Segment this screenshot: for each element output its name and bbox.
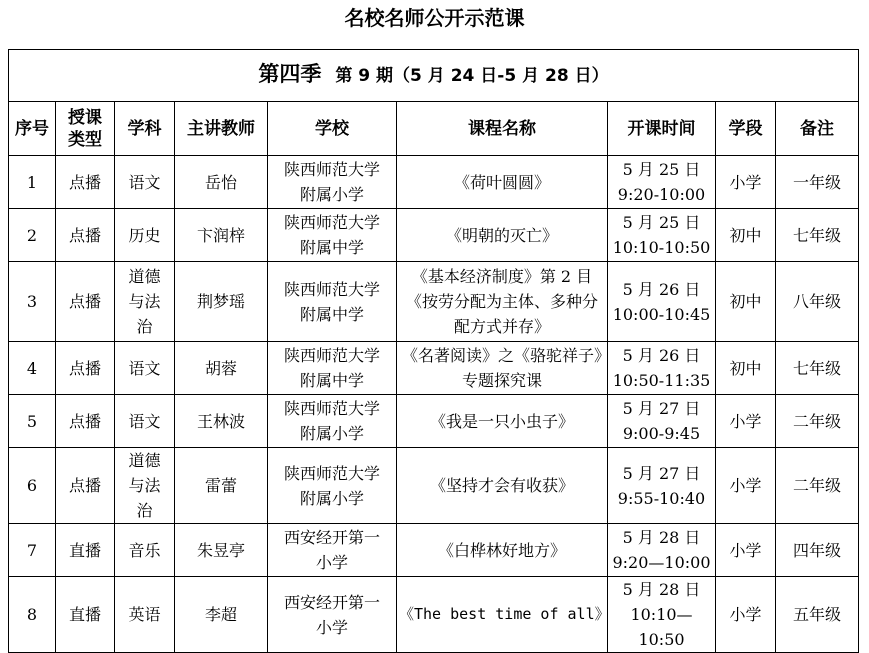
cell-type-text: 点播 [68, 358, 101, 378]
cell-date: 5 月 28 日 [622, 580, 701, 599]
cell-note [776, 209, 859, 262]
cell-teacher [175, 342, 268, 395]
cell-stage [716, 524, 776, 577]
season-cell [9, 50, 859, 102]
cell-school [268, 524, 397, 577]
cell-type [56, 156, 115, 209]
header-type-label: 授课类型 [67, 107, 102, 150]
cell-date: 5 月 27 日 [622, 463, 701, 483]
cell-stage-text: 初中 [729, 292, 762, 311]
cell-course-text: 《白桦林好地方》 [437, 540, 566, 560]
cell-school-text: 陕西师范大学附属中学 [283, 279, 380, 324]
cell-type-text: 点播 [68, 476, 101, 495]
cell-time-range: 10:10-10:50 [612, 238, 711, 257]
table-row [9, 156, 859, 209]
cell-time-range: 10:00-10:45 [612, 304, 711, 324]
cell-course [397, 342, 608, 395]
cell-school-text: 西安经开第一小学 [283, 592, 380, 637]
cell-note-text: 二年级 [792, 411, 841, 431]
cell-index [9, 448, 56, 524]
season-row [9, 50, 859, 102]
cell-note [776, 262, 859, 342]
cell-time-range: 9:20-10:00 [617, 185, 706, 204]
cell-course-text: 《明朝的灭亡》 [445, 225, 558, 245]
cell-teacher [175, 156, 268, 209]
cell-subject-text: 语文 [128, 358, 161, 378]
cell-subject [115, 209, 175, 262]
cell-school [268, 209, 397, 262]
cell-time-range: 10:50-11:35 [612, 371, 711, 390]
cell-time [608, 577, 716, 653]
season-name: 第四季 [258, 62, 322, 86]
cell-teacher [175, 209, 268, 262]
cell-subject-text: 音乐 [128, 540, 161, 560]
cell-subject [115, 524, 175, 577]
cell-school-text: 陕西师范大学附属小学 [283, 399, 380, 443]
cell-time [608, 395, 716, 448]
cell-school [268, 262, 397, 342]
cell-time [608, 524, 716, 577]
cell-course [397, 524, 608, 577]
cell-school [268, 342, 397, 395]
cell-course-text: 《The best time of all》 [399, 605, 610, 623]
cell-date: 5 月 28 日 [622, 528, 701, 547]
cell-time-range: 9:20—10:00 [612, 553, 711, 572]
cell-teacher-text: 朱昱亭 [196, 540, 245, 560]
cell-date: 5 月 25 日 [622, 160, 701, 179]
cell-stage [716, 395, 776, 448]
cell-stage [716, 209, 776, 262]
cell-note-text: 四年级 [792, 540, 841, 560]
cell-time [608, 209, 716, 262]
cell-school-text: 陕西师范大学附属中学 [283, 213, 380, 257]
cell-subject [115, 577, 175, 653]
cell-stage-text: 小学 [729, 540, 762, 560]
cell-index [9, 342, 56, 395]
table-row [9, 342, 859, 395]
cell-index [9, 209, 56, 262]
cell-date: 5 月 27 日 [622, 399, 701, 418]
cell-note [776, 395, 859, 448]
cell-course-text: 《荷叶圆圆》 [453, 172, 550, 192]
cell-type [56, 448, 115, 524]
cell-subject-text: 历史 [128, 225, 161, 245]
cell-course-text: 《我是一只小虫子》 [429, 411, 574, 431]
cell-index [9, 395, 56, 448]
cell-date: 5 月 26 日 [622, 279, 701, 299]
header-school: 学校 [268, 102, 397, 156]
header-subject: 学科 [115, 102, 175, 156]
cell-note-text: 一年级 [792, 172, 841, 192]
cell-date: 5 月 25 日 [622, 213, 701, 232]
cell-type [56, 577, 115, 653]
schedule-table [8, 49, 859, 653]
cell-note [776, 448, 859, 524]
cell-school-text: 陕西师范大学附属小学 [283, 160, 380, 204]
table-row [9, 209, 859, 262]
cell-stage [716, 577, 776, 653]
cell-course-text: 《坚持才会有收获》 [429, 476, 574, 495]
cell-type-text: 直播 [68, 605, 101, 624]
cell-type-text: 点播 [68, 411, 101, 431]
cell-course [397, 448, 608, 524]
cell-stage-text: 初中 [729, 225, 762, 245]
cell-type [56, 395, 115, 448]
cell-note-text: 五年级 [792, 605, 841, 624]
cell-course [397, 262, 608, 342]
cell-stage-text: 小学 [729, 476, 762, 495]
cell-stage-text: 小学 [729, 172, 762, 192]
header-type [56, 102, 115, 156]
cell-time [608, 156, 716, 209]
cell-type [56, 524, 115, 577]
cell-index [9, 577, 56, 653]
cell-stage-text: 小学 [729, 605, 762, 624]
header-teacher: 主讲教师 [175, 102, 268, 156]
cell-school [268, 395, 397, 448]
cell-course [397, 395, 608, 448]
cell-school-text: 陕西师范大学附属小学 [283, 463, 380, 508]
cell-course [397, 577, 608, 653]
cell-index [9, 262, 56, 342]
header-index: 序号 [9, 102, 56, 156]
cell-subject [115, 395, 175, 448]
cell-index [9, 524, 56, 577]
cell-subject-text: 道德与法治 [128, 451, 161, 520]
cell-teacher-text: 荆梦瑶 [196, 292, 245, 311]
cell-stage [716, 448, 776, 524]
cell-course-text: 《名著阅读》之《骆驼祥子》专题探究课 [401, 346, 602, 390]
cell-type-text: 直播 [68, 540, 101, 560]
cell-subject [115, 342, 175, 395]
cell-note [776, 577, 859, 653]
season-period: 第 9 期（5 月 24 日-5 月 28 日） [335, 66, 609, 86]
header-course: 课程名称 [397, 102, 608, 156]
cell-stage [716, 262, 776, 342]
cell-teacher-text: 李超 [204, 605, 237, 624]
table-row [9, 262, 859, 342]
cell-type [56, 342, 115, 395]
cell-teacher-text: 王林波 [196, 411, 245, 431]
table-row [9, 577, 859, 653]
cell-time-range: 9:00-9:45 [622, 424, 701, 443]
cell-note-text: 二年级 [792, 476, 841, 495]
cell-school-text: 西安经开第一小学 [283, 528, 380, 572]
cell-index-text: 6 [26, 476, 38, 495]
cell-course [397, 209, 608, 262]
cell-note [776, 524, 859, 577]
cell-subject [115, 156, 175, 209]
cell-stage [716, 342, 776, 395]
cell-index [9, 156, 56, 209]
cell-school [268, 156, 397, 209]
cell-teacher [175, 448, 268, 524]
cell-school [268, 448, 397, 524]
cell-stage-text: 初中 [729, 358, 762, 378]
table-row [9, 524, 859, 577]
cell-note-text: 八年级 [792, 292, 841, 311]
cell-teacher [175, 524, 268, 577]
cell-type-text: 点播 [68, 172, 101, 192]
cell-subject-text: 语文 [128, 411, 161, 431]
cell-index-text: 3 [26, 292, 38, 311]
header-row [9, 102, 859, 156]
cell-teacher-text: 岳怡 [204, 172, 237, 192]
cell-time [608, 448, 716, 524]
cell-time [608, 262, 716, 342]
cell-time-range: 9:55-10:40 [617, 488, 706, 508]
cell-index-text: 5 [26, 411, 38, 431]
cell-teacher-text: 胡蓉 [204, 358, 237, 378]
cell-course-text: 《基本经济制度》第 2 目《按劳分配为主体、多种分配方式并存》 [405, 267, 598, 336]
cell-stage [716, 156, 776, 209]
cell-index-text: 2 [26, 225, 38, 245]
header-stage: 学段 [716, 102, 776, 156]
cell-note [776, 156, 859, 209]
cell-index-text: 7 [26, 540, 38, 560]
cell-subject [115, 448, 175, 524]
cell-subject-text: 英语 [128, 605, 161, 624]
table-row [9, 448, 859, 524]
cell-teacher-text: 卞润梓 [196, 225, 245, 245]
cell-type-text: 点播 [68, 292, 101, 311]
cell-type-text: 点播 [68, 225, 101, 245]
cell-teacher [175, 577, 268, 653]
cell-index-text: 4 [26, 358, 38, 378]
cell-date: 5 月 26 日 [622, 346, 701, 365]
cell-teacher-text: 雷蕾 [204, 476, 237, 495]
cell-subject-text: 语文 [128, 172, 161, 192]
cell-index-text: 8 [26, 605, 38, 624]
cell-type [56, 209, 115, 262]
cell-subject-text: 道德与法治 [128, 267, 161, 336]
cell-index-text: 1 [26, 172, 38, 192]
cell-teacher [175, 395, 268, 448]
cell-school-text: 陕西师范大学附属中学 [283, 346, 380, 390]
header-time: 开课时间 [608, 102, 716, 156]
cell-subject [115, 262, 175, 342]
cell-type [56, 262, 115, 342]
cell-course [397, 156, 608, 209]
cell-time-range: 10:10—10:50 [630, 605, 693, 649]
cell-school [268, 577, 397, 653]
table-row [9, 395, 859, 448]
cell-note [776, 342, 859, 395]
cell-stage-text: 小学 [729, 411, 762, 431]
cell-note-text: 七年级 [792, 225, 841, 245]
cell-teacher [175, 262, 268, 342]
cell-time [608, 342, 716, 395]
cell-note-text: 七年级 [792, 358, 841, 378]
document-title: 名校名师公开示范课 [344, 6, 525, 30]
header-note: 备注 [776, 102, 859, 156]
